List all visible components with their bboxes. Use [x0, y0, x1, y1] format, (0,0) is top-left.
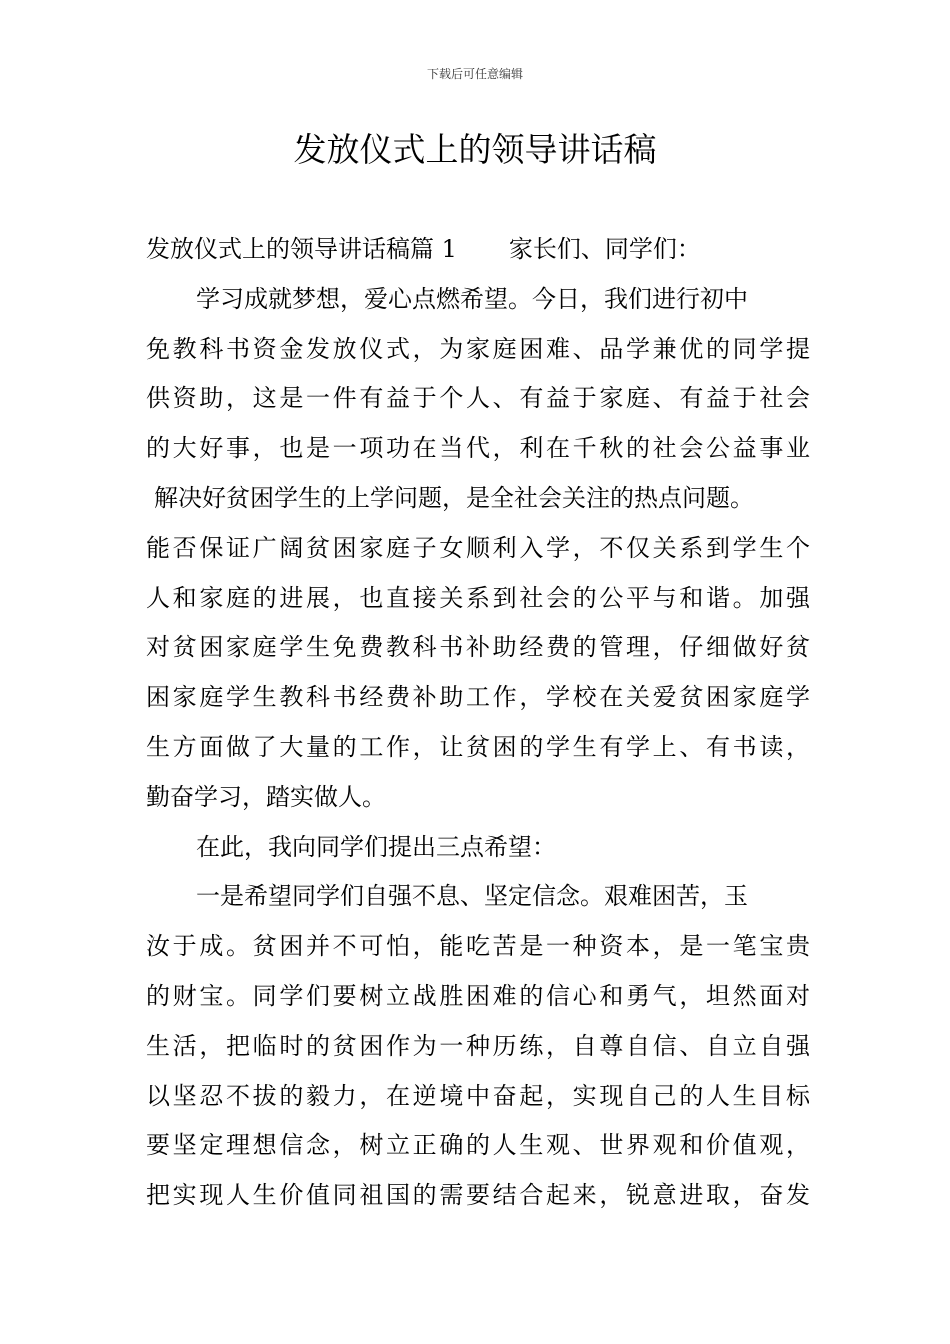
paragraph-line: 困家庭学生教科书经费补助工作，学校在关爱贫困家庭学 — [146, 683, 810, 712]
paragraph-line: 汝于成。贫困并不可怕，能吃苦是一种资本，是一笔宝贵 — [146, 932, 810, 961]
paragraph-line: 的大好事，也是一项功在当代，利在千秋的社会公益事业 — [146, 434, 810, 463]
paragraph-line: 解决好贫困学生的上学问题，是全社会关注的热点问题。 — [154, 483, 754, 512]
paragraph-line: 能否保证广阔贫困家庭子女顺利入学，不仅关系到学生个 — [146, 533, 810, 562]
paragraph-line: 学习成就梦想，爱心点燃希望。今日，我们进行初中 — [196, 284, 748, 313]
paragraph-line: 对贫困家庭学生免费教科书补助经费的管理，仔细做好贫 — [146, 633, 810, 662]
paragraph-line: 一是希望同学们自强不息、坚定信念。艰难困苦，玉 — [196, 882, 748, 911]
paragraph-line: 生方面做了大量的工作，让贫困的学生有学上、有书读， — [146, 732, 810, 761]
document-title: 发放仪式上的领导讲话稿 — [293, 130, 657, 169]
paragraph-line: 以坚忍不拔的毅力，在逆境中奋起，实现自己的人生目标 — [146, 1081, 810, 1110]
document-body — [146, 225, 810, 1221]
paragraph-line: 的财宝。同学们要树立战胜困难的信心和勇气，坦然面对 — [146, 981, 810, 1010]
paragraph-line: 人和家庭的进展，也直接关系到社会的公平与和谐。加强 — [146, 583, 810, 612]
paragraph-line: 在此，我向同学们提出三点希望： — [196, 832, 556, 861]
paragraph-line: 要坚定理想信念，树立正确的人生观、世界观和价值观， — [146, 1131, 810, 1160]
salutation: 家长们、同学们： — [508, 235, 701, 263]
section-label: 发放仪式上的领导讲话稿篇 1 — [146, 235, 457, 263]
intro-line — [146, 225, 810, 275]
paragraph-line: 生活，把临时的贫困作为一种历练，自尊自信、自立自强 — [146, 1031, 810, 1060]
header-note: 下载后可任意编辑 — [426, 67, 523, 81]
paragraph-line: 供资助，这是一件有益于个人、有益于家庭、有益于社会 — [146, 384, 810, 413]
paragraph-line: 把实现人生价值同祖国的需要结合起来，锐意进取，奋发 — [146, 1181, 810, 1210]
paragraph-line: 免教科书资金发放仪式，为家庭困难、品学兼优的同学提 — [146, 334, 810, 363]
paragraph-line: 勤奋学习，踏实做人。 — [146, 782, 386, 811]
